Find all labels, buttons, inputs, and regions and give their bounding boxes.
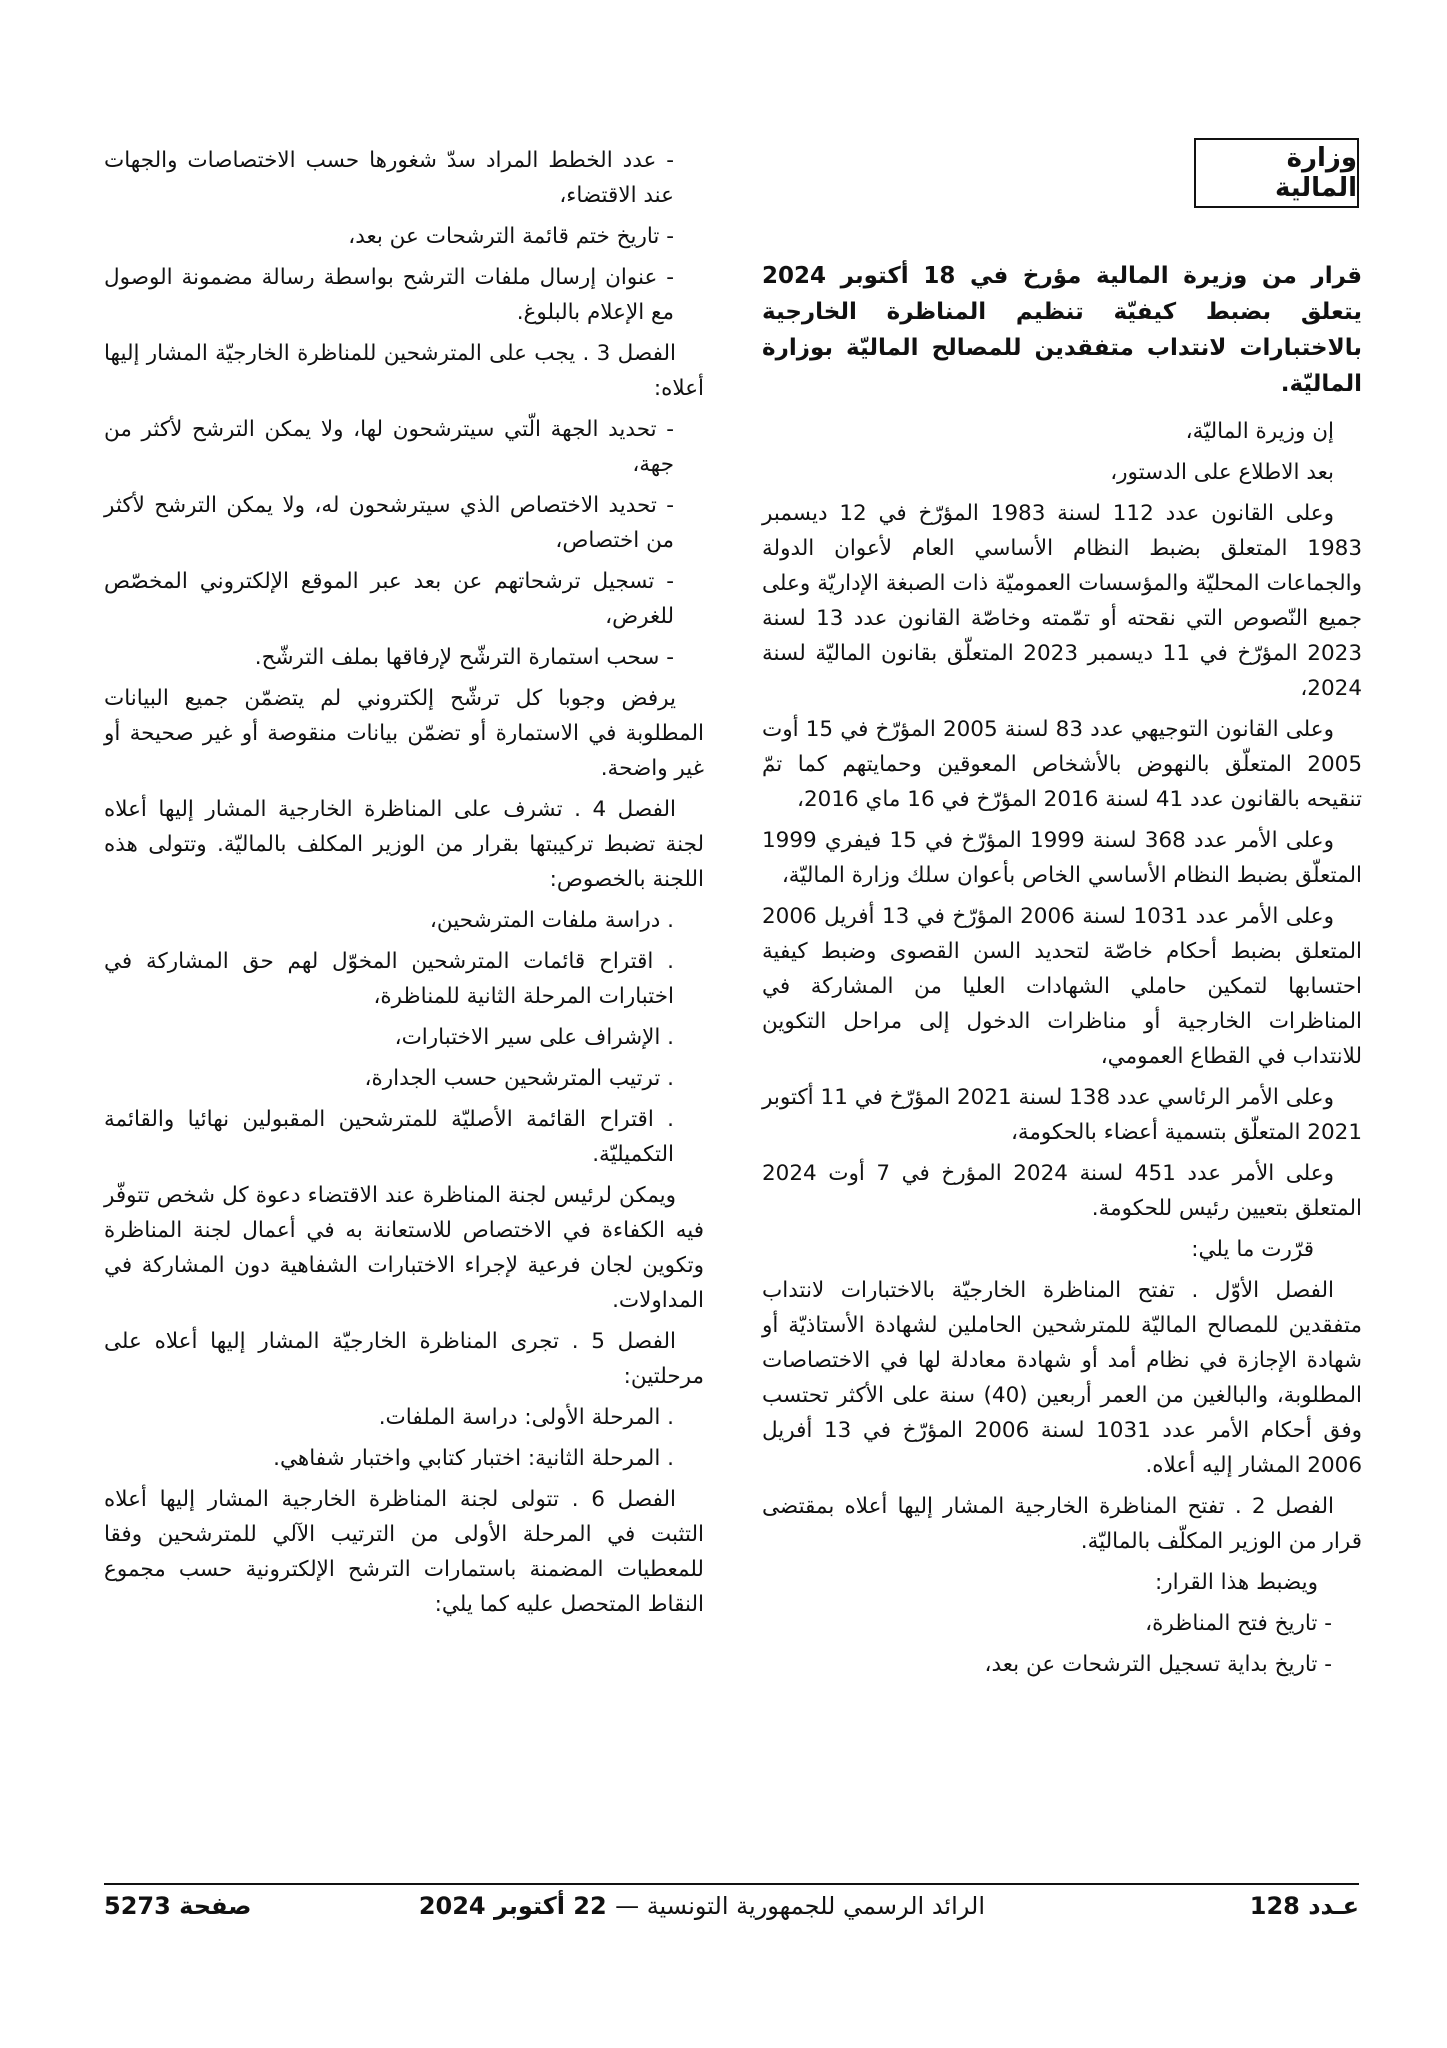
paragraph: قرّرت ما يلي: bbox=[1191, 1237, 1314, 1262]
paragraph: وعلى الأمر الرئاسي عدد 138 لسنة 2021 المؤرّخ في 11 أكتوبر 2021 المتعلّق بتسمية أعضاء بالحكومة، bbox=[762, 1085, 1362, 1145]
footer-divider bbox=[104, 1883, 1359, 1885]
left-column bbox=[104, 143, 704, 1628]
list-item: - عنوان إرسال ملفات الترشح بواسطة رسالة مضمونة الوصول مع الإعلام بالبلوغ. bbox=[104, 265, 674, 325]
paragraph: بعد الاطلاع على الدستور، bbox=[1110, 460, 1334, 485]
journal-name: الرائد الرسمي للجمهورية التونسية — bbox=[615, 1892, 985, 1920]
paragraph: وعلى القانون التوجيهي عدد 83 لسنة 2005 المؤرّخ في 15 أوت 2005 المتعلّق بالنهوض بالأشخاص المعوقين وحمايتهم كما تمّ تنقيحه بالقانون عدد 41 لسنة 2016 المؤرّخ في 16 ماي 2016، bbox=[762, 717, 1362, 812]
article-3: الفصل 3 . يجب على المترشحين للمناظرة الخارجيّة المشار إليها أعلاه: bbox=[104, 341, 704, 401]
list-item: - تاريخ بداية تسجيل الترشحات عن بعد، bbox=[984, 1652, 1332, 1677]
list-item: . المرحلة الأولى: دراسة الملفات. bbox=[378, 1405, 674, 1430]
article-6: الفصل 6 . تتولى لجنة المناظرة الخارجية المشار إليها أعلاه التثبت في المرحلة الأولى من الترتيب الآلي للمترشحين وفقا للمعطيات المضمنة باستمارات الترشح الإلكترونية حسب مجموع النقاط المتحصل عليه كما يلي: bbox=[104, 1487, 704, 1617]
list-item: - تسجيل ترشحاتهم عن بعد عبر الموقع الإلكتروني المخصّص للغرض، bbox=[104, 569, 674, 629]
article-2: الفصل 2 . تفتح المناظرة الخارجية المشار إليها أعلاه بمقتضى قرار من الوزير المكلّف بالماليّة. bbox=[762, 1494, 1362, 1554]
list-item: - عدد الخطط المراد سدّ شغورها حسب الاختصاصات والجهات عند الاقتضاء، bbox=[104, 148, 674, 208]
ministry-title: وزارة المالية bbox=[1274, 143, 1357, 203]
paragraph: ويمكن لرئيس لجنة المناظرة عند الاقتضاء دعوة كل شخص تتوفّر فيه الكفاءة في الاختصاص للاستعانة به في أعمال لجنة المناظرة وتكوين لجان فرعية لإجراء الاختبارات الشفاهية دون المشاركة في المداولات. bbox=[104, 1183, 704, 1313]
list-item: . الإشراف على سير الاختبارات، bbox=[394, 1025, 674, 1050]
paragraph: وعلى القانون عدد 112 لسنة 1983 المؤرّخ في 12 ديسمبر 1983 المتعلق بضبط النظام الأساسي العام لأعوان الدولة والجماعات المحليّة والمؤسسات العموميّة ذات الصبغة الإداريّة وعلى جميع النّصوص التي نقحته أو تمّمته وخاصّة القانون عدد 13 لسنة 2023 المؤرّخ في 11 ديسمبر 2023 المتعلّق بقانون الماليّة لسنة 2024، bbox=[762, 501, 1362, 701]
paragraph: وعلى الأمر عدد 451 لسنة 2024 المؤرخ في 7 أوت 2024 المتعلق بتعيين رئيس للحكومة. bbox=[762, 1161, 1362, 1221]
list-item: - تاريخ ختم قائمة الترشحات عن بعد، bbox=[348, 224, 674, 249]
list-item: . اقتراح قائمات المترشحين المخوّل لهم حق المشاركة في اختبارات المرحلة الثانية للمناظرة، bbox=[104, 949, 674, 1009]
paragraph: وعلى الأمر عدد 1031 لسنة 2006 المؤرّخ في 13 أفريل 2006 المتعلق بضبط أحكام خاصّة لتحديد السن القصوى وضبط كيفية احتسابها لتمكين حاملي الشهادات العليا من المشاركة في المناظرات الخارجية أو مناظرات الدخول إلى مراحل التكوين للانتداب في القطاع العمومي، bbox=[762, 904, 1362, 1069]
list-item: . اقتراح القائمة الأصليّة للمترشحين المقبولين نهائيا والقائمة التكميليّة. bbox=[104, 1107, 674, 1167]
paragraph: ويضبط هذا القرار: bbox=[1154, 1570, 1318, 1595]
article-5: الفصل 5 . تجرى المناظرة الخارجيّة المشار إليها أعلاه على مرحلتين: bbox=[104, 1329, 704, 1389]
list-item: . ترتيب المترشحين حسب الجدارة، bbox=[364, 1066, 674, 1091]
list-item: - تحديد الاختصاص الذي سيترشحون له، ولا يمكن الترشح لأكثر من اختصاص، bbox=[104, 493, 674, 553]
list-item: - تاريخ فتح المناظرة، bbox=[1145, 1611, 1332, 1636]
article-1: الفصل الأوّل . تفتح المناظرة الخارجيّة بالاختبارات لانتداب متفقدين للمصالح الماليّة للمترشحين الحاملين لشهادة الأستاذيّة أو شهادة الإجازة في نظام أمد أو شهادة معادلة لها في الاختصاصات المطلوبة، والبالغين من العمر أربعين (40) سنة على الأكثر تحتسب وفق أحكام الأمر عدد 1031 لسنة 2006 المؤرّخ في 13 أفريل 2006 المشار إليه أعلاه. bbox=[762, 1278, 1362, 1478]
paragraph: وعلى الأمر عدد 368 لسنة 1999 المؤرّخ في 15 فيفري 1999 المتعلّق بضبط النظام الأساسي الخاص بأعوان سلك وزارة الماليّة، bbox=[762, 828, 1362, 888]
paragraph: إن وزيرة الماليّة، bbox=[1185, 419, 1334, 444]
list-item: . دراسة ملفات المترشحين، bbox=[429, 908, 674, 933]
issue-number: عـدد 128 bbox=[1249, 1892, 1359, 1920]
decision-title: قرار من وزيرة المالية مؤرخ في 18 أكتوبر 2024 يتعلق بضبط كيفيّة تنظيم المناظرة الخارجية بالاختبارات لانتداب متفقدين للمصالح الماليّة بوزارة الماليّة. bbox=[762, 263, 1363, 397]
list-item: . المرحلة الثانية: اختبار كتابي واختبار شفاهي. bbox=[273, 1446, 674, 1471]
ministry-header-box bbox=[1194, 138, 1359, 208]
page-number: صفحة 5273 bbox=[104, 1892, 252, 1920]
paragraph: يرفض وجوبا كل ترشّح إلكتروني لم يتضمّن جميع البيانات المطلوبة في الاستمارة أو تضمّن بيانات منقوصة أو غير صحيحة أو غير واضحة. bbox=[104, 686, 704, 781]
journal-date: 22 أكتوبر 2024 bbox=[418, 1892, 607, 1920]
list-item: - سحب استمارة الترشّح لإرفاقها بملف الترشّح. bbox=[254, 645, 674, 670]
right-column bbox=[762, 258, 1362, 1688]
list-item: - تحديد الجهة الّتي سيترشحون لها، ولا يمكن الترشح لأكثر من جهة، bbox=[104, 417, 674, 477]
article-4: الفصل 4 . تشرف على المناظرة الخارجية المشار إليها أعلاه لجنة تضبط تركيبتها بقرار من الوزير المكلف بالماليّة. وتتولى هذه اللجنة بالخصوص: bbox=[104, 797, 704, 892]
journal-line bbox=[418, 1892, 985, 1920]
